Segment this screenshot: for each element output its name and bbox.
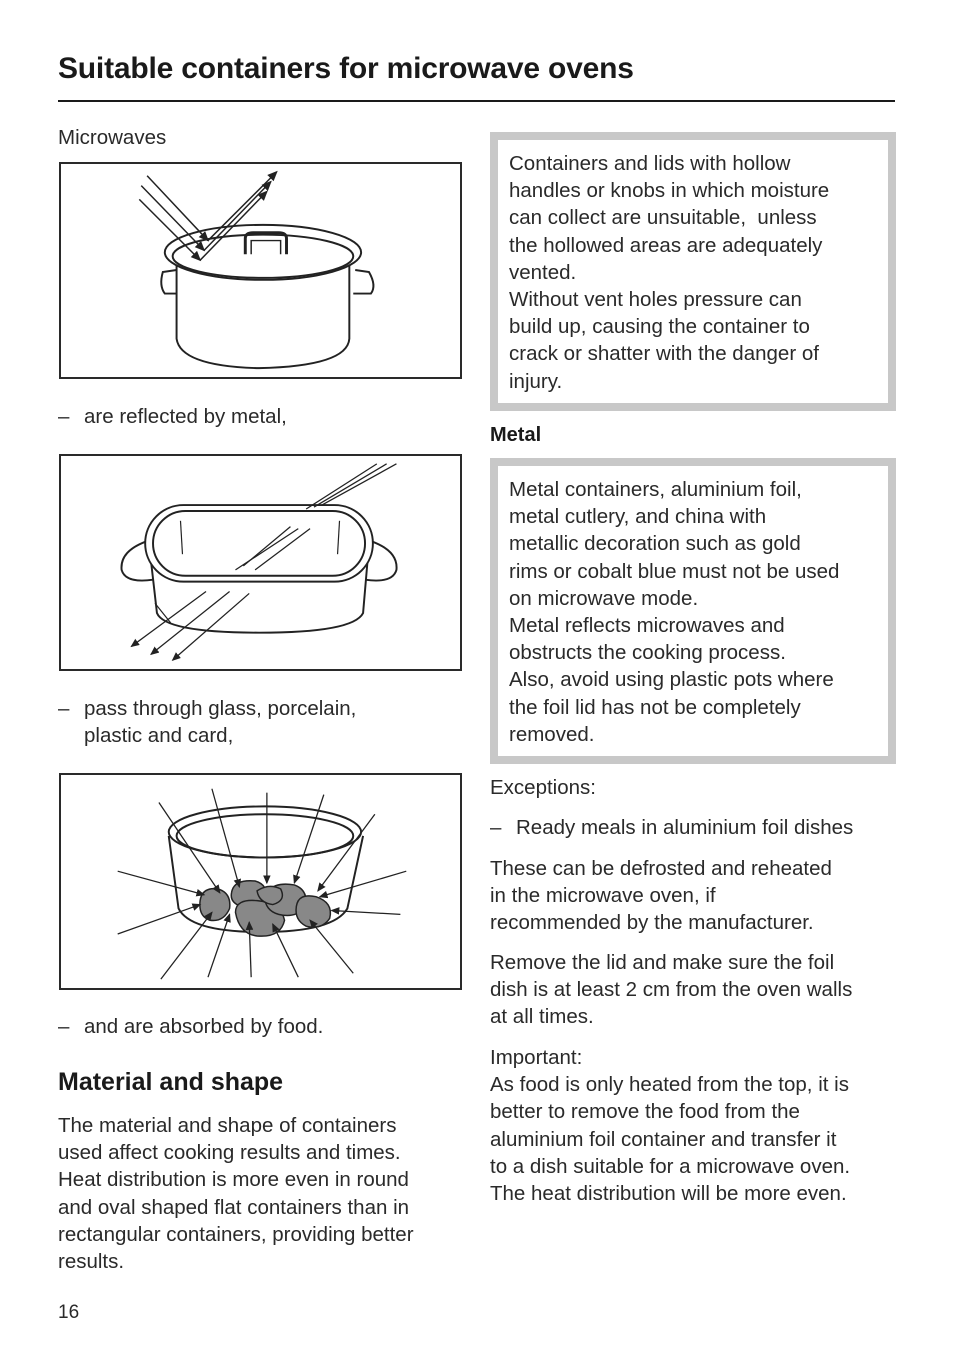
- warning-line: crack or shatter with the danger of: [509, 342, 819, 366]
- food-bowl-illustration: [61, 775, 460, 988]
- paragraph-important: [490, 1044, 850, 1207]
- warning-line: obstructs the cooking process.: [509, 641, 786, 665]
- text-line: better to remove the food from the: [490, 1100, 800, 1124]
- text-line: As food is only heated from the top, it is: [490, 1073, 849, 1097]
- warning-line: can collect are unsuitable, unless: [509, 206, 817, 230]
- figure-glass-dish-pass-through: [59, 454, 462, 671]
- exceptions-label: Exceptions:: [490, 776, 596, 799]
- material-paragraph: [58, 1112, 414, 1275]
- intro-microwaves: Microwaves: [58, 126, 167, 149]
- text-line: The heat distribution will be more even.: [490, 1182, 847, 1206]
- paragraph-defrost: [490, 855, 832, 937]
- text-line: These can be defrosted and reheated: [490, 857, 832, 880]
- dash-exception: –: [490, 816, 502, 839]
- warning-line: the foil lid has not be completely: [509, 695, 801, 719]
- text-line: Remove the lid and make sure the foil: [490, 951, 835, 974]
- warning-line: Metal containers, aluminium foil,: [509, 478, 802, 501]
- metal-pot-illustration: [61, 164, 460, 377]
- text-line: at all times.: [490, 1005, 594, 1029]
- warning-line: vented.: [509, 260, 577, 284]
- paragraph-remove-lid: [490, 949, 852, 1031]
- warning-box-metal: [490, 458, 896, 764]
- warning-line: injury.: [509, 369, 563, 393]
- warning-line: Also, avoid using plastic pots where: [509, 668, 834, 692]
- page-title: Suitable containers for microwave ovens: [58, 52, 634, 85]
- text-line: in the microwave oven, if: [490, 884, 716, 908]
- material-line: and oval shaped flat containers than in: [58, 1195, 410, 1219]
- material-heading: Material and shape: [58, 1068, 284, 1096]
- material-line: rectangular containers, providing better: [58, 1222, 414, 1246]
- material-line: results.: [58, 1250, 125, 1274]
- figure-metal-pot-reflection: [59, 162, 462, 379]
- dash-2: –: [58, 697, 70, 720]
- warning-line: removed.: [509, 722, 595, 746]
- warning-line: Without vent holes pressure can: [509, 288, 802, 312]
- material-line: Heat distribution is more even in round: [58, 1168, 409, 1192]
- warning-line: Containers and lids with hollow: [509, 152, 791, 175]
- warning-line: handles or knobs in which moisture: [509, 179, 830, 203]
- warning-line: metallic decoration such as gold: [509, 532, 801, 556]
- warning-line: the hollowed areas are adequately: [509, 233, 823, 257]
- dash-1: –: [58, 405, 70, 428]
- warning-line: on microwave mode.: [509, 586, 699, 610]
- item-absorbed: and are absorbed by food.: [84, 1015, 324, 1038]
- warning-line: build up, causing the container to: [509, 315, 810, 339]
- item-pass-through-line1: pass through glass, porcelain,: [84, 697, 357, 720]
- material-line: The material and shape of containers: [58, 1114, 397, 1137]
- text-line: aluminium foil container and transfer it: [490, 1127, 837, 1151]
- glass-dish-illustration: [61, 456, 460, 669]
- warning-box-hollow-handles: [490, 132, 896, 411]
- warning-line: Metal reflects microwaves and: [509, 614, 785, 638]
- important-label: Important:: [490, 1046, 583, 1069]
- material-line: used affect cooking results and times.: [58, 1141, 401, 1165]
- text-line: dish is at least 2 cm from the oven walls: [490, 978, 853, 1002]
- exception-item: Ready meals in aluminium foil dishes: [516, 816, 854, 839]
- item-pass-through-line2: plastic and card,: [84, 724, 234, 747]
- text-line: recommended by the manufacturer.: [490, 911, 814, 935]
- warning-line: rims or cobalt blue must not be used: [509, 559, 840, 583]
- title-rule: [58, 100, 895, 102]
- dash-3: –: [58, 1015, 70, 1038]
- item-reflected: are reflected by metal,: [84, 405, 287, 428]
- warning-line: metal cutlery, and china with: [509, 505, 767, 529]
- metal-heading: Metal: [490, 424, 542, 446]
- text-line: to a dish suitable for a microwave oven.: [490, 1154, 851, 1178]
- figure-food-absorption: [59, 773, 462, 990]
- page-number: 16: [58, 1302, 80, 1323]
